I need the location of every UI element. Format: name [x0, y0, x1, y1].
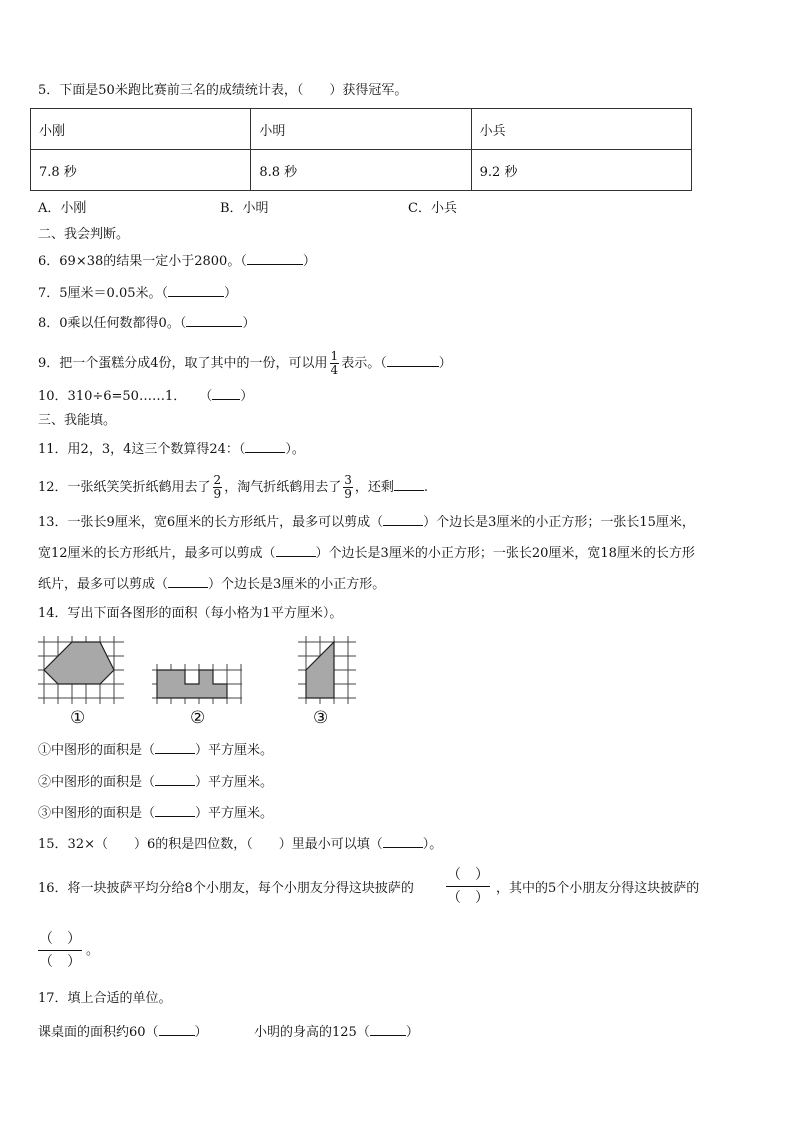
q14-answer-1: ①中图形的面积是（ ）平方厘米。 — [38, 740, 273, 760]
q5-text: 5．下面是50米跑比赛前三名的成绩统计表，（ ）获得冠军。 — [38, 83, 408, 98]
q13-line2: 宽12厘米的长方形纸片，最多可以剪成（ ）个边长是3厘米的小正方形；一张长20厘米，宽18厘米的长方形 — [38, 543, 695, 563]
q12: 12．一张纸笑笑折纸鹤用去了 $\frac{2}{9}$ ，淘气折纸鹤用去了 $\frac{3}{9}$ ，还剩 . — [38, 473, 428, 501]
q14-title: 14．写出下面各图形的面积（每小格为1平方厘米）。 — [38, 606, 343, 621]
q7: 7．5厘米＝0.05米。（ ） — [38, 283, 237, 303]
answer-blank[interactable] — [168, 283, 224, 297]
q10: 10．310÷6=50……1． （ ） — [38, 386, 253, 406]
grid-figure-3 — [298, 636, 356, 704]
answer-blank[interactable] — [159, 1022, 195, 1036]
q5-option-c: C．小兵 — [408, 201, 457, 216]
answer-blank[interactable] — [383, 834, 423, 848]
section-heading: 二、我会判断。 — [38, 227, 130, 242]
grid-figure-2 — [152, 664, 242, 704]
table-header: 小明 — [251, 109, 471, 150]
answer-blank[interactable] — [186, 313, 242, 327]
figure-label: ③ — [313, 708, 329, 728]
answer-blank[interactable] — [245, 439, 285, 453]
answer-blank[interactable] — [387, 353, 439, 367]
fraction: $\frac{2}{9}$ — [213, 473, 222, 501]
table-header: 小兵 — [471, 109, 691, 150]
fraction-blank[interactable]: （ ） （ ） — [39, 931, 81, 970]
answer-blank[interactable] — [383, 512, 423, 526]
q13-line3: 纸片，最多可以剪成（ ）个边长是3厘米的小正方形。 — [38, 574, 385, 594]
table-header: 小刚 — [31, 109, 251, 150]
answer-blank[interactable] — [394, 477, 424, 491]
answer-blank[interactable] — [155, 803, 195, 817]
q14-answer-3: ③中图形的面积是（ ）平方厘米。 — [38, 803, 273, 823]
answer-blank[interactable] — [155, 772, 195, 786]
q5-option-b: B．小明 — [220, 201, 269, 216]
q9: 9．把一个蛋糕分成4份，取了其中的一份，可以用 $\frac{1}{4}$ 表示。（ ） — [38, 349, 452, 377]
q16-a: 16．将一块披萨平均分给8个小朋友，每个小朋友分得这块披萨的 — [38, 881, 414, 896]
q17-b: 小明的身高的125（ ） — [254, 1022, 419, 1042]
answer-blank[interactable] — [370, 1022, 406, 1036]
fraction-blank[interactable]: （ ） （ ） — [447, 867, 489, 906]
figure-label: ① — [70, 708, 86, 728]
fraction: $\frac{1}{4}$ — [330, 349, 339, 377]
answer-blank[interactable] — [212, 386, 240, 400]
q5-option-a: A．小刚 — [38, 201, 87, 216]
answer-blank[interactable] — [276, 543, 316, 557]
answer-blank[interactable] — [247, 251, 303, 265]
q17-title: 17．填上合适的单位。 — [38, 991, 172, 1006]
table-cell: 9.2 秒 — [471, 150, 691, 191]
section-heading: 三、我能填。 — [38, 413, 117, 428]
period: 。 — [86, 943, 100, 958]
q17-a: 课桌面的面积约60（ ） — [38, 1022, 208, 1042]
q13-line1: 13．一张长9厘米，宽6厘米的长方形纸片，最多可以剪成（ ）个边长是3厘米的小正方形；一张长15厘米， — [38, 512, 695, 532]
figure-label: ② — [190, 708, 206, 728]
fraction: $\frac{3}{9}$ — [344, 473, 352, 501]
q16-b: ，其中的5个小朋友分得这块披萨的 — [496, 881, 700, 896]
score-table — [30, 108, 692, 191]
table-cell: 8.8 秒 — [251, 150, 471, 191]
answer-blank[interactable] — [155, 740, 195, 754]
grid-figure-1 — [38, 636, 124, 704]
q8: 8．0乘以任何数都得0。（ ） — [38, 313, 255, 333]
q6: 6．69×38的结果一定小于2800。（ ） — [38, 251, 316, 271]
q11: 11．用2，3，4这三个数算得24：（ ）。 — [38, 439, 305, 459]
answer-blank[interactable] — [168, 574, 208, 588]
q15: 15．32×（ ）6的积是四位数，（ ）里最小可以填（ ）。 — [38, 834, 442, 854]
q14-answer-2: ②中图形的面积是（ ）平方厘米。 — [38, 772, 273, 792]
table-cell: 7.8 秒 — [31, 150, 251, 191]
